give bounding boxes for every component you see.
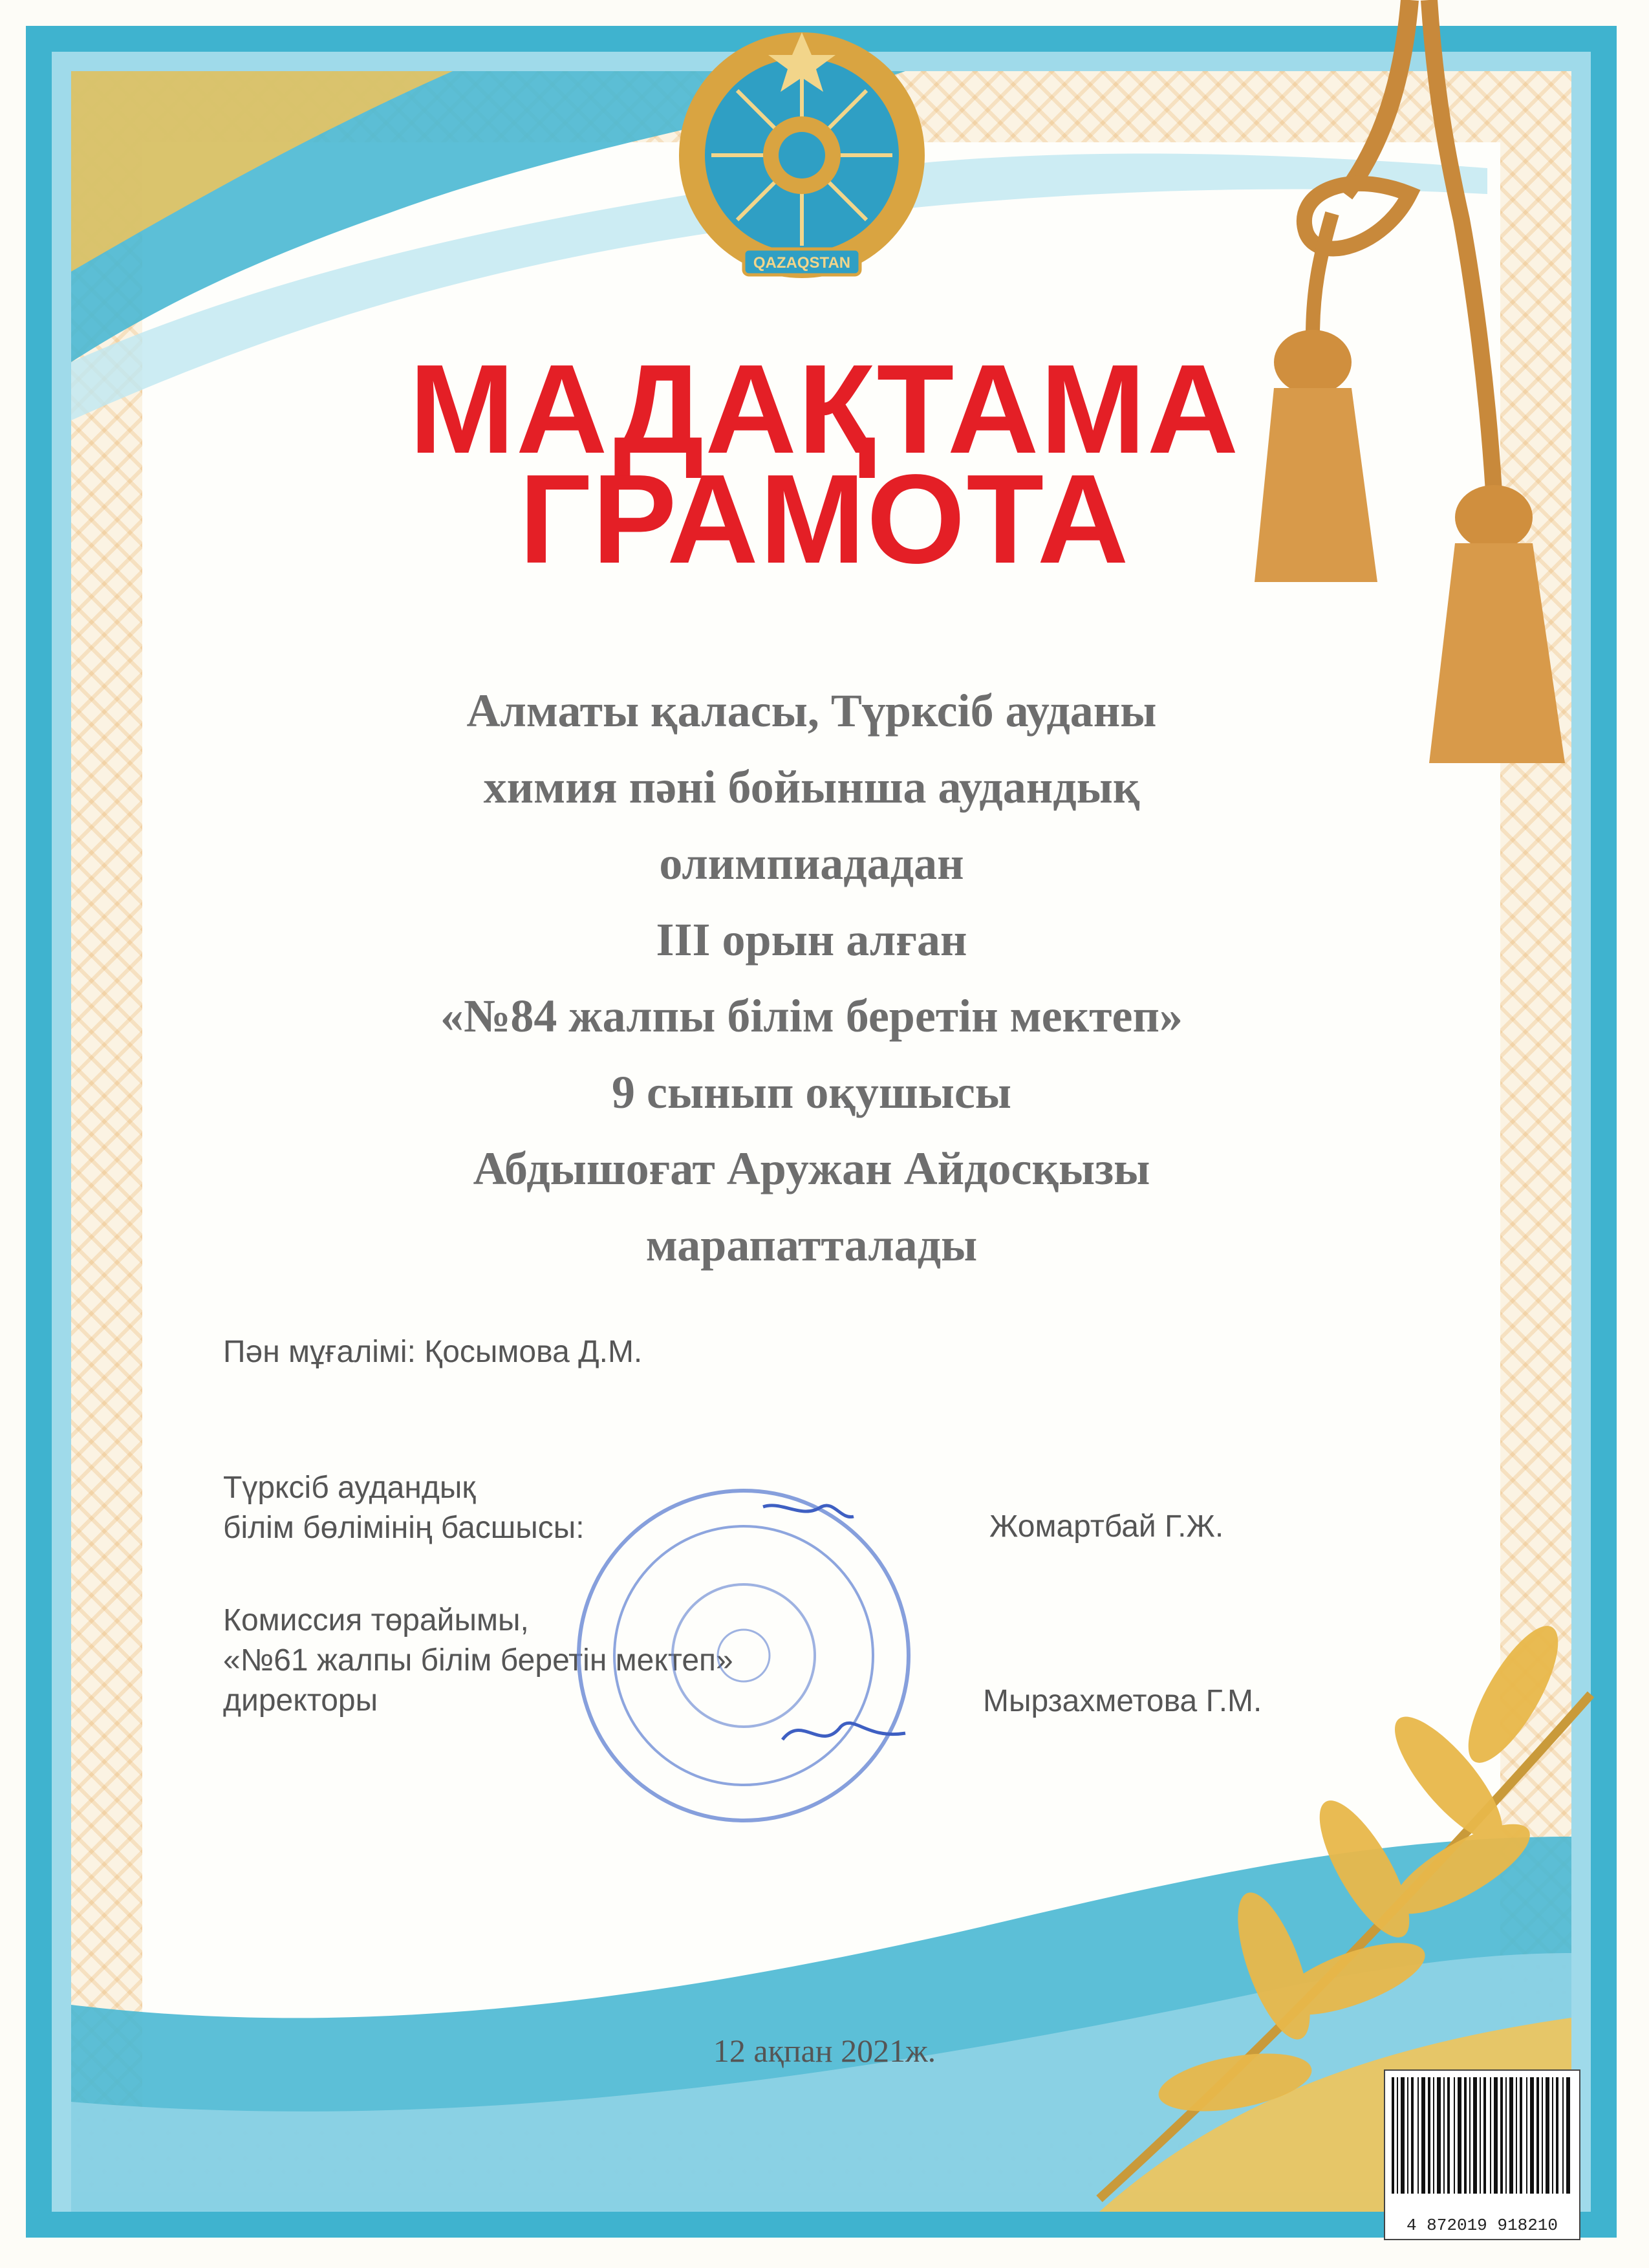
award-line: «№84 жалпы білім беретін мектеп» (440, 990, 1183, 1042)
recipient-name: Абдышоғат Аружан Айдосқызы (473, 1143, 1150, 1194)
signatory1-role-line2: білім бөлімінің басшысы: (223, 1511, 585, 1545)
signatory2-name: Мырзахметова Г.М. (983, 1684, 1262, 1718)
signatory2-role-line1: Комиссия төрайымы, (223, 1603, 529, 1637)
barcode (1384, 2069, 1580, 2240)
award-line: III орын алған (656, 914, 967, 966)
award-text (246, 673, 1377, 1283)
award-line: Алматы қаласы, Түрксіб ауданы (466, 685, 1157, 737)
title-kazakh: МАДАҚТАМА (409, 338, 1240, 480)
official-stamp (569, 1481, 918, 1830)
barcode-bars (1385, 2071, 1577, 2200)
issue-date: 12 ақпан 2021ж. (713, 2033, 936, 2069)
signatory1-role (223, 1468, 585, 1548)
award-line: марапатталады (645, 1219, 978, 1271)
state-emblem (653, 26, 951, 310)
teacher-line: Пән мұғалімі: Қосымова Д.М. (223, 1335, 643, 1369)
award-line: 9 сынып оқушысы (611, 1066, 1011, 1118)
signatory1-role-line1: Түрксіб аудандық (223, 1471, 476, 1505)
award-line: химия пәні бойынша аудандық (483, 761, 1140, 813)
signatory2-role-line2: «№61 жалпы білім беретін мектеп» (223, 1643, 733, 1678)
emblem-label: QAZAQSTAN (753, 254, 851, 272)
title-russian: ГРАМОТА (519, 448, 1130, 590)
award-line: олимпиададан (659, 837, 964, 889)
signatory1-name: Жомартбай Г.Ж. (989, 1509, 1224, 1544)
signatory2-role-line3: директоры (223, 1683, 378, 1718)
barcode-digits: 4 872019 918210 (1406, 2216, 1558, 2235)
